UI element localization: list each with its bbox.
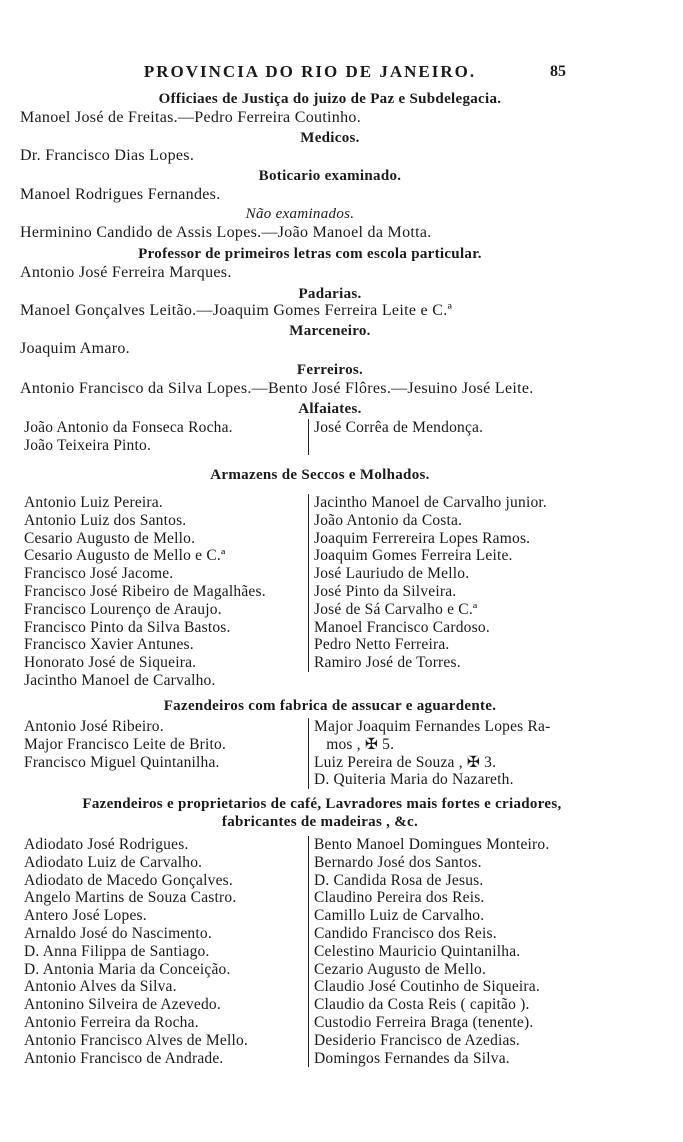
list-item: José Corrêa de Mendonça. [314,419,484,436]
list-item: Jacintho Manoel de Carvalho junior. [314,494,547,511]
list-item: José de Sá Carvalho e C.ª [314,600,478,618]
entry-line: Dr. Francisco Dias Lopes. [20,147,195,164]
list-item: Antonio Francisco de Andrade. [24,1049,224,1067]
list-item: Desiderio Francisco de Azedias. [314,1031,520,1049]
list-item: Francisco Lourenço de Araujo. [24,600,222,618]
entry-line: Joaquim Amaro. [20,340,130,357]
list-item: Adiodato de Macedo Gonçalves. [24,871,233,889]
list-item: Claudio da Costa Reis ( capitão ). [314,996,530,1014]
right-column [308,494,547,672]
list-item: D. Quiteria Maria do Nazareth. [314,771,514,789]
list-item: Cesario Augusto de Mello e C.ª [24,547,226,565]
list-item: Antonio Francisco Alves de Mello. [24,1031,249,1049]
list-item: José Pinto da Silveira. [314,582,457,600]
list-item: Angelo Martins de Souza Castro. [24,889,237,907]
list-item: Francisco José Ribeiro de Magalhães. [24,582,266,600]
list-item: Antonio José Ribeiro. [24,718,164,735]
entry-line: Herminino Candido de Assis Lopes.—João Manoel da Motta. [20,224,432,241]
section-heading-medicos: Medicos. [300,130,360,146]
list-item: Custodio Ferreira Braga (tenente). [314,1013,534,1031]
list-item: Joaquim Ferrereira Lopes Ramos. [314,529,531,547]
list-item: Major Francisco Leite de Brito. [24,735,227,753]
entry-line: Antonio Francisco da Silva Lopes.—Bento José Flôres.—Jesuino José Leite. [20,380,534,397]
list-item: Domingos Fernandes da Silva. [314,1049,510,1067]
left-column [24,419,233,455]
list-item: Bento Manoel Domingues Monteiro. [314,836,550,853]
list-item: Ramiro José de Torres. [314,654,461,672]
list-item: Adiodato José Rodrigues. [24,836,189,853]
section-heading-officiaes: Officiaes de Justiça do juizo de Paz e Subdelegacia. [158,91,502,107]
list-item: Francisco Miguel Quintanilha. [24,753,220,771]
list-item: João Antonio da Fonseca Rocha. [24,419,233,436]
list-item: D. Candida Rosa de Jesus. [314,871,484,889]
list-item: Major Joaquim Fernandes Lopes Ra- [314,718,551,735]
entry-line: Manoel José de Freitas.—Pedro Ferreira Coutinho. [20,109,362,126]
right-column [308,836,549,1067]
section-heading-armazens: Armazens de Seccos e Molhados. [210,467,430,483]
left-column [24,836,248,1067]
section-heading-padarias: Padarias. [298,286,362,302]
list-item: Antonino Silveira de Azevedo. [24,996,221,1014]
list-item: José Lauriudo de Mello. [314,565,470,583]
section-heading-nao-examinados: Não examinados. [245,206,355,222]
list-item: D. Antonia Maria da Conceição. [24,960,231,978]
list-item: Celestino Mauricio Quintanilha. [314,942,521,960]
list-item: Claudio José Coutinho de Siqueira. [314,978,540,996]
list-item: Francisco José Jacome. [24,565,174,583]
list-item: Antonio Alves da Silva. [24,978,177,996]
list-item: Arnaldo José do Nascimento. [24,924,212,942]
list-item: Manoel Francisco Cardoso. [314,618,490,636]
page-title: PROVINCIA DO RIO DE JANEIRO. [143,62,477,81]
right-column [308,419,483,455]
left-column [24,718,226,771]
section-heading-fazendeiros-cafe-cont: fabricantes de madeiras , &c. [221,814,419,830]
list-item: Adiodato Luiz de Carvalho. [24,853,203,871]
section-heading-marceneiro: Marceneiro. [289,323,371,339]
list-item: Honorato José de Siqueira. [24,654,197,672]
section-heading-professor: Professor de primeiros letras com escola particular. [138,246,482,262]
entry-line: Manoel Gonçalves Leitão.—Joaquim Gomes Ferreira Leite e C.ª [20,302,453,319]
list-item: João Antonio da Costa. [314,511,463,529]
section-heading-alfaiates: Alfaiates. [298,401,362,417]
list-item: Camillo Luiz de Carvalho. [314,907,485,925]
list-item: Francisco Pinto da Silva Bastos. [24,618,231,636]
right-column [308,718,550,789]
list-item: D. Anna Filippa de Santiago. [24,942,210,960]
list-item: Antonio Luiz dos Santos. [24,511,187,529]
section-heading-fazendeiros-cafe: Fazendeiros e proprietarios de café, Lavradores mais fortes e criadores, [82,796,562,812]
list-item: Joaquim Gomes Ferreira Leite. [314,547,513,565]
page-number: 85 [550,63,566,80]
entry-line: Antonio José Ferreira Marques. [20,264,232,281]
list-item: Cesario Augusto de Mello. [24,529,196,547]
left-column [24,494,266,690]
section-heading-ferreiros: Ferreiros. [296,362,364,378]
list-item: Bernardo José dos Santos. [314,853,482,871]
list-item: Antonio Ferreira da Rocha. [24,1013,199,1031]
list-item: Francisco Xavier Antunes. [24,636,194,654]
list-item: Luiz Pereira de Souza , ✠ 3. [314,753,497,771]
list-item: Claudino Pereira dos Reis. [314,889,485,907]
list-item: Antonio Luiz Pereira. [24,494,163,511]
list-item: Candido Francisco dos Reis. [314,924,497,942]
list-item: Cezario Augusto de Mello. [314,960,487,978]
list-item: Pedro Netto Ferreira. [314,636,450,654]
entry-line: Manoel Rodrigues Fernandes. [20,186,221,203]
list-item: Antero José Lopes. [24,907,147,925]
section-heading-fazendeiros-assucar: Fazendeiros com fabrica de assucar e aguardente. [163,698,497,714]
list-item: João Teixeira Pinto. [24,436,152,454]
list-item: mos , ✠ 5. [314,735,395,753]
section-heading-boticario: Boticario examinado. [258,168,402,184]
list-item: Jacintho Manoel de Carvalho. [24,671,216,689]
